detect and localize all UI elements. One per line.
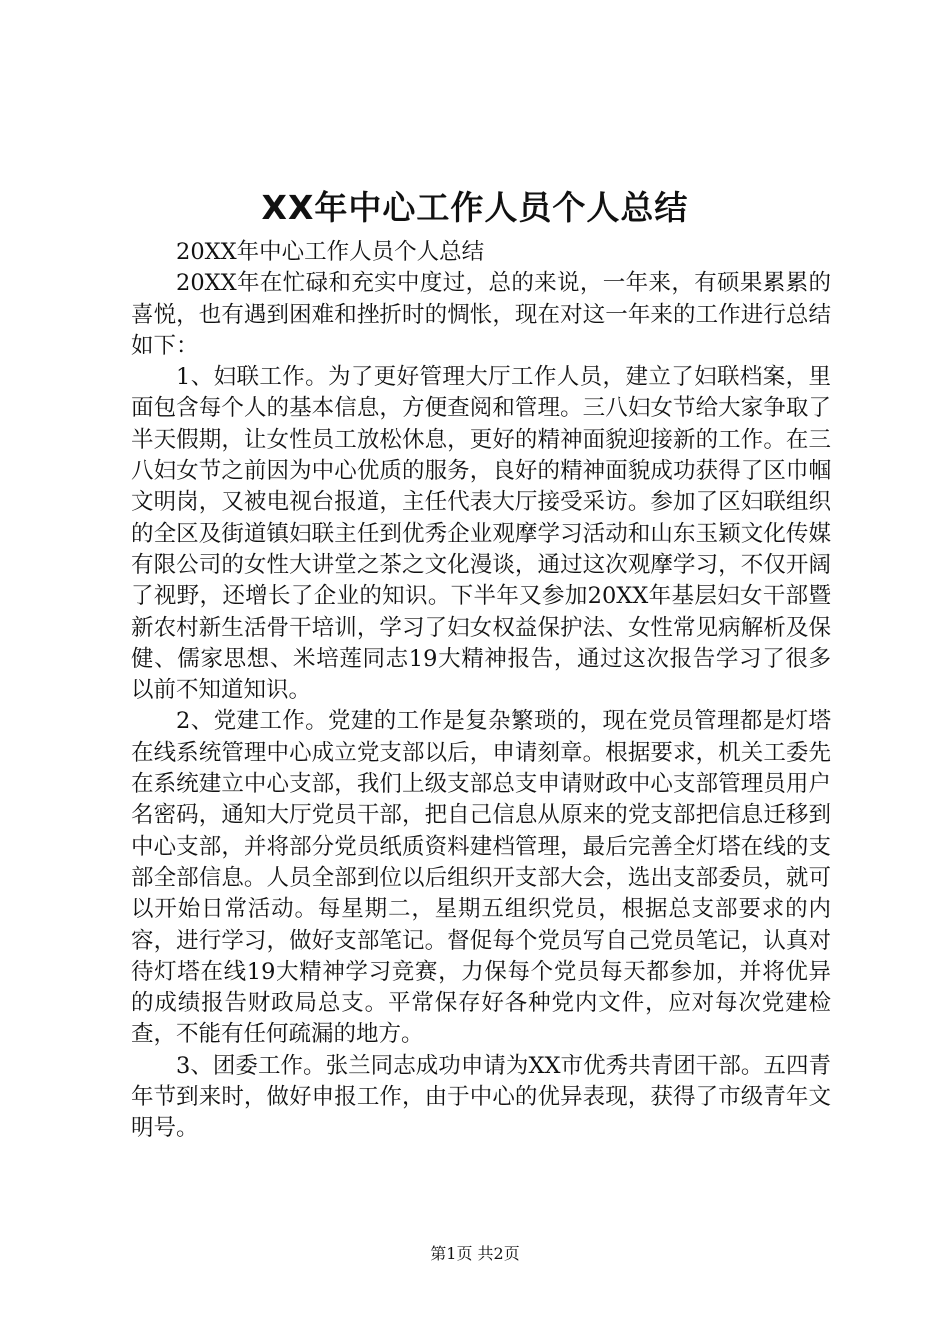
document-title: XX年中心工作人员个人总结 bbox=[261, 188, 689, 227]
document-body bbox=[131, 237, 831, 1145]
paragraph-party-building: 2、党建工作。党建的工作是复杂繁琐的，现在党员管理都是灯塔在线系统管理中心成立党支部以后，申请刻章。根据要求，机关工委先在系统建立中心支部，我们上级支部总支申请财政中心支部管理员用户名密码，通知大厅党员干部，把自己信息从原来的党支部把信息迁移到中心支部，并将部分党员纸质资料建档管理，最后完善全灯塔在线的支部全部信息。人员全部到位以后组织开支部大会，选出支部委员，就可以开始日常活动。每星期二，星期五组织党员，根据总支部要求的内容，进行学习，做好支部笔记。督促每个党员写自己党员笔记，认真对待灯塔在线19大精神学习竞赛，力保每个党员每天都参加，并将优异的成绩报告财政局总支。平常保存好各种党内文件，应对每次党建检查，不能有任何疏漏的地方。 bbox=[131, 708, 831, 1048]
page-footer: 第1页 共2页 bbox=[430, 1244, 520, 1263]
paragraph-subtitle: 20XX年中心工作人员个人总结 bbox=[176, 239, 485, 265]
paragraph-womens-federation: 1、妇联工作。为了更好管理大厅工作人员，建立了妇联档案，里面包含每个人的基本信息，方便查阅和管理。三八妇女节给大家争取了半天假期，让女性员工放松休息，更好的精神面貌迎接新的工作。在三八妇女节之前因为中心优质的服务，良好的精神面貌成功获得了区巾帼文明岗，又被电视台报道，主任代表大厅接受采访。参加了区妇联组织的全区及街道镇妇联主任到优秀企业观摩学习活动和山东玉颖文化传媒有限公司的女性大讲堂之茶之文化漫谈，通过这次观摩学习，不仅开阔了视野，还增长了企业的知识。下半年又参加20XX年基层妇女干部暨新农村新生活骨干培训，学习了妇女权益保护法、女性常见病解析及保健、儒家思想、米培莲同志19大精神报告，通过这次报告学习了很多以前不知道知识。 bbox=[131, 364, 831, 704]
paragraph-intro: 20XX年在忙碌和充实中度过，总的来说，一年来，有硕果累累的喜悦，也有遇到困难和挫折时的惆怅，现在对这一年来的工作进行总结如下： bbox=[131, 270, 831, 359]
paragraph-youth-league: 3、团委工作。张兰同志成功申请为XX市优秀共青团干部。五四青年节到来时，做好申报工作，由于中心的优异表现，获得了市级青年文明号。 bbox=[131, 1052, 831, 1142]
